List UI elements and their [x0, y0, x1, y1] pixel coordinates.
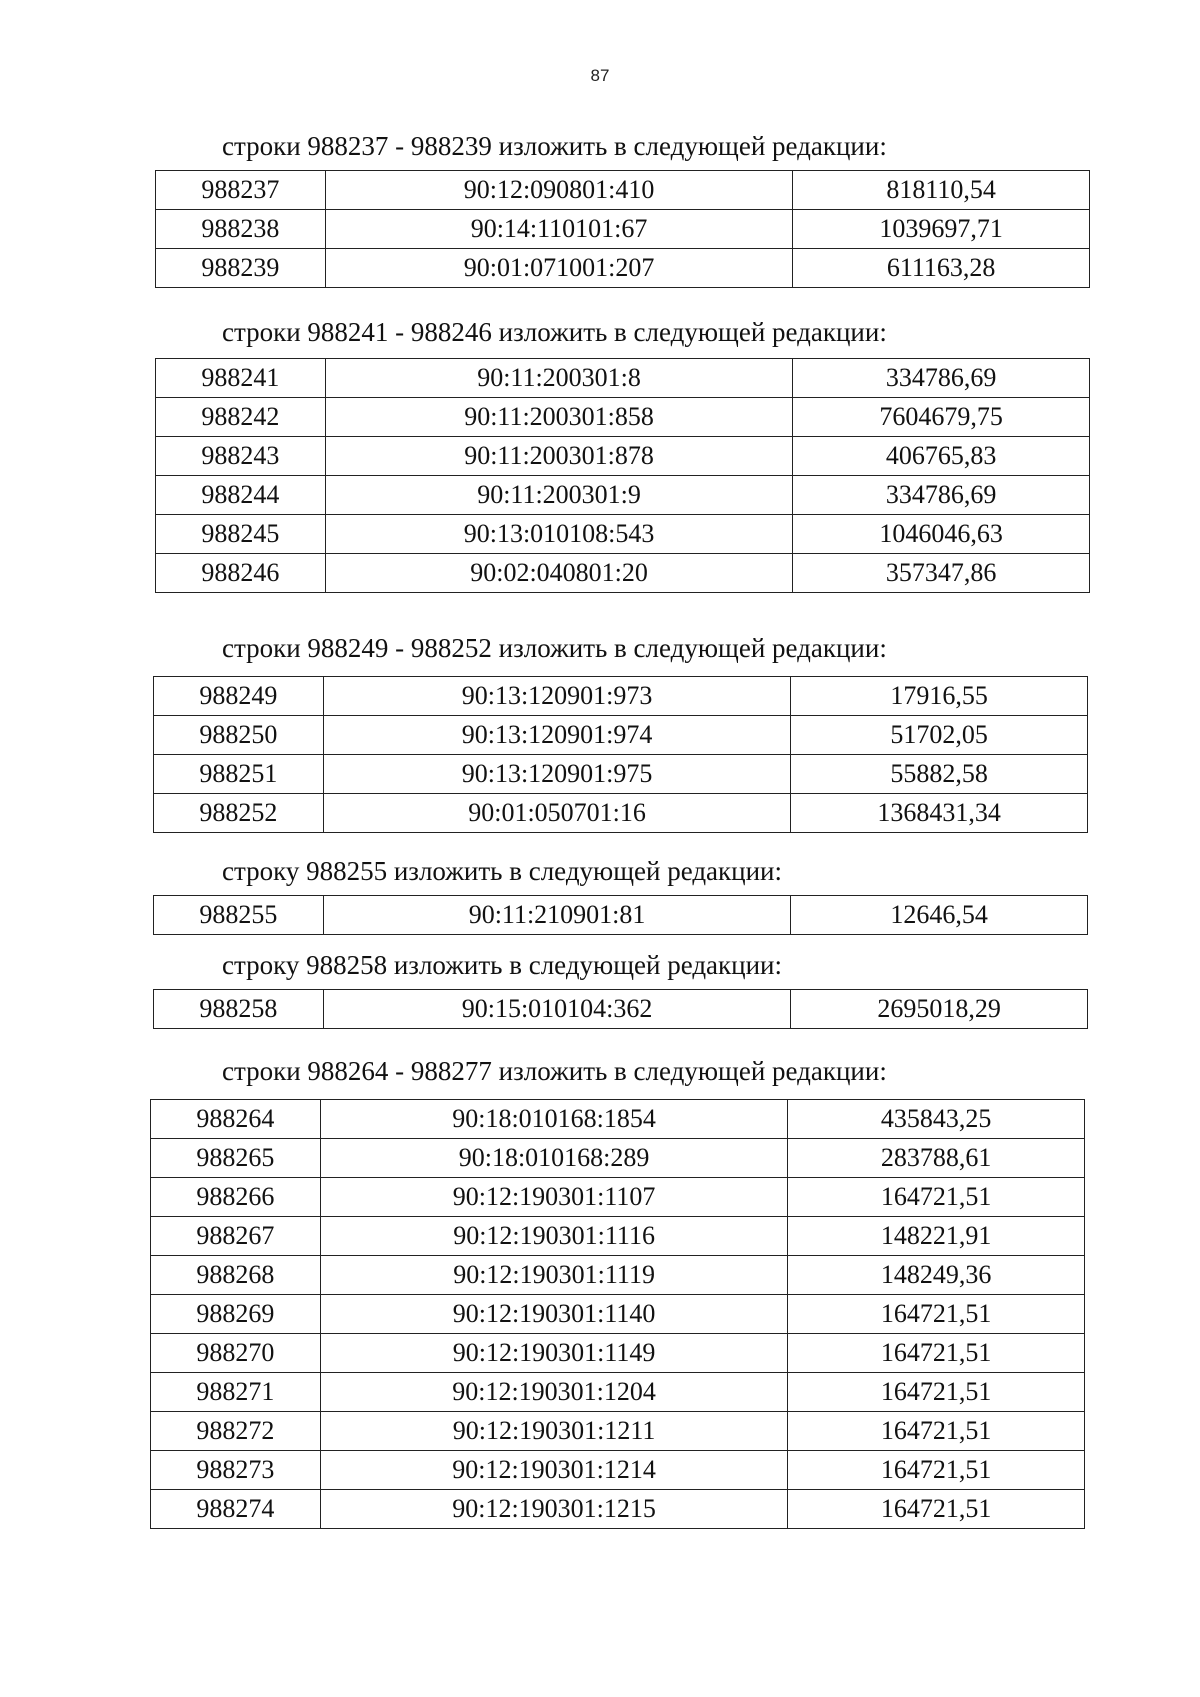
- cadastral-number-cell: 90:01:050701:16: [323, 794, 790, 833]
- cadastral-number-cell: 90:12:190301:1119: [320, 1256, 788, 1295]
- cadastral-number-cell: 90:12:090801:410: [325, 171, 792, 210]
- section-table: [155, 358, 1090, 593]
- cadastral-number-cell: 90:14:110101:67: [325, 210, 792, 249]
- value-cell: 164721,51: [788, 1334, 1085, 1373]
- section-5: [0, 947, 1200, 1029]
- table-row: [151, 1373, 1085, 1412]
- table-row: [151, 1178, 1085, 1217]
- table-row: [156, 476, 1090, 515]
- row-number-cell: 988258: [154, 990, 324, 1029]
- table-row: [156, 210, 1090, 249]
- row-number-cell: 988274: [151, 1490, 321, 1529]
- section-heading: строку 988255 изложить в следующей редакции:: [222, 856, 783, 886]
- row-number-cell: 988265: [151, 1139, 321, 1178]
- row-number-cell: 988251: [154, 755, 324, 794]
- table-row: [154, 677, 1088, 716]
- value-cell: 7604679,75: [793, 398, 1090, 437]
- cadastral-number-cell: 90:12:190301:1140: [320, 1295, 788, 1334]
- cadastral-number-cell: 90:11:200301:858: [325, 398, 792, 437]
- row-number-cell: 988264: [151, 1100, 321, 1139]
- value-cell: 164721,51: [788, 1295, 1085, 1334]
- value-cell: 406765,83: [793, 437, 1090, 476]
- table-row: [154, 990, 1088, 1029]
- cadastral-number-cell: 90:18:010168:1854: [320, 1100, 788, 1139]
- cadastral-number-cell: 90:01:071001:207: [325, 249, 792, 288]
- row-number-cell: 988237: [156, 171, 326, 210]
- table-row: [156, 398, 1090, 437]
- section-1: [0, 128, 1200, 288]
- table-row: [151, 1451, 1085, 1490]
- cadastral-number-cell: 90:12:190301:1211: [320, 1412, 788, 1451]
- section-table: [153, 895, 1088, 935]
- table-row: [151, 1490, 1085, 1529]
- table-row: [154, 755, 1088, 794]
- value-cell: 17916,55: [791, 677, 1088, 716]
- row-number-cell: 988245: [156, 515, 326, 554]
- row-number-cell: 988267: [151, 1217, 321, 1256]
- cadastral-number-cell: 90:12:190301:1204: [320, 1373, 788, 1412]
- row-number-cell: 988246: [156, 554, 326, 593]
- row-number-cell: 988244: [156, 476, 326, 515]
- cadastral-number-cell: 90:11:200301:878: [325, 437, 792, 476]
- row-number-cell: 988268: [151, 1256, 321, 1295]
- row-number-cell: 988249: [154, 677, 324, 716]
- page-number: 87: [590, 66, 610, 85]
- table-row: [151, 1334, 1085, 1373]
- table-row: [154, 716, 1088, 755]
- cadastral-number-cell: 90:12:190301:1107: [320, 1178, 788, 1217]
- row-number-cell: 988269: [151, 1295, 321, 1334]
- table-row: [151, 1217, 1085, 1256]
- section-heading: строки 988249 - 988252 изложить в следующей редакции:: [222, 633, 887, 663]
- cadastral-number-cell: 90:11:210901:81: [323, 896, 790, 935]
- table-row: [154, 794, 1088, 833]
- value-cell: 55882,58: [791, 755, 1088, 794]
- value-cell: 51702,05: [791, 716, 1088, 755]
- section-heading: строки 988237 - 988239 изложить в следующей редакции:: [222, 131, 887, 161]
- cadastral-number-cell: 90:13:120901:973: [323, 677, 790, 716]
- section-2: [0, 314, 1200, 593]
- value-cell: 1368431,34: [791, 794, 1088, 833]
- cadastral-number-cell: 90:13:010108:543: [325, 515, 792, 554]
- value-cell: 164721,51: [788, 1178, 1085, 1217]
- value-cell: 818110,54: [793, 171, 1090, 210]
- table-row: [151, 1139, 1085, 1178]
- cadastral-number-cell: 90:15:010104:362: [323, 990, 790, 1029]
- value-cell: 435843,25: [788, 1100, 1085, 1139]
- row-number-cell: 988273: [151, 1451, 321, 1490]
- value-cell: 1046046,63: [793, 515, 1090, 554]
- row-number-cell: 988239: [156, 249, 326, 288]
- value-cell: 611163,28: [793, 249, 1090, 288]
- cadastral-number-cell: 90:12:190301:1149: [320, 1334, 788, 1373]
- value-cell: 283788,61: [788, 1139, 1085, 1178]
- section-table: [150, 1099, 1085, 1529]
- value-cell: 1039697,71: [793, 210, 1090, 249]
- cadastral-number-cell: 90:11:200301:8: [325, 359, 792, 398]
- value-cell: 334786,69: [793, 476, 1090, 515]
- section-heading: строки 988241 - 988246 изложить в следующей редакции:: [222, 317, 887, 347]
- row-number-cell: 988255: [154, 896, 324, 935]
- table-row: [156, 437, 1090, 476]
- value-cell: 334786,69: [793, 359, 1090, 398]
- table-row: [156, 249, 1090, 288]
- section-table: [155, 170, 1090, 288]
- section-heading: строки 988264 - 988277 изложить в следующей редакции:: [222, 1056, 887, 1086]
- section-heading: строку 988258 изложить в следующей редакции:: [222, 950, 783, 980]
- cadastral-number-cell: 90:12:190301:1116: [320, 1217, 788, 1256]
- cadastral-number-cell: 90:12:190301:1215: [320, 1490, 788, 1529]
- value-cell: 164721,51: [788, 1373, 1085, 1412]
- table-row: [151, 1256, 1085, 1295]
- section-table: [153, 676, 1088, 833]
- cadastral-number-cell: 90:13:120901:974: [323, 716, 790, 755]
- section-4: [0, 853, 1200, 935]
- row-number-cell: 988270: [151, 1334, 321, 1373]
- table-row: [154, 896, 1088, 935]
- table-row: [151, 1412, 1085, 1451]
- value-cell: 164721,51: [788, 1451, 1085, 1490]
- value-cell: 2695018,29: [791, 990, 1088, 1029]
- row-number-cell: 988243: [156, 437, 326, 476]
- cadastral-number-cell: 90:18:010168:289: [320, 1139, 788, 1178]
- cadastral-number-cell: 90:13:120901:975: [323, 755, 790, 794]
- value-cell: 148249,36: [788, 1256, 1085, 1295]
- table-row: [156, 554, 1090, 593]
- value-cell: 164721,51: [788, 1490, 1085, 1529]
- row-number-cell: 988272: [151, 1412, 321, 1451]
- row-number-cell: 988241: [156, 359, 326, 398]
- section-table: [153, 989, 1088, 1029]
- section-3: [0, 630, 1200, 833]
- section-6: [0, 1053, 1200, 1529]
- table-row: [151, 1100, 1085, 1139]
- value-cell: 148221,91: [788, 1217, 1085, 1256]
- cadastral-number-cell: 90:02:040801:20: [325, 554, 792, 593]
- row-number-cell: 988266: [151, 1178, 321, 1217]
- row-number-cell: 988271: [151, 1373, 321, 1412]
- row-number-cell: 988250: [154, 716, 324, 755]
- row-number-cell: 988242: [156, 398, 326, 437]
- row-number-cell: 988238: [156, 210, 326, 249]
- cadastral-number-cell: 90:12:190301:1214: [320, 1451, 788, 1490]
- table-row: [156, 171, 1090, 210]
- table-row: [151, 1295, 1085, 1334]
- cadastral-number-cell: 90:11:200301:9: [325, 476, 792, 515]
- table-row: [156, 515, 1090, 554]
- table-row: [156, 359, 1090, 398]
- value-cell: 12646,54: [791, 896, 1088, 935]
- row-number-cell: 988252: [154, 794, 324, 833]
- value-cell: 164721,51: [788, 1412, 1085, 1451]
- value-cell: 357347,86: [793, 554, 1090, 593]
